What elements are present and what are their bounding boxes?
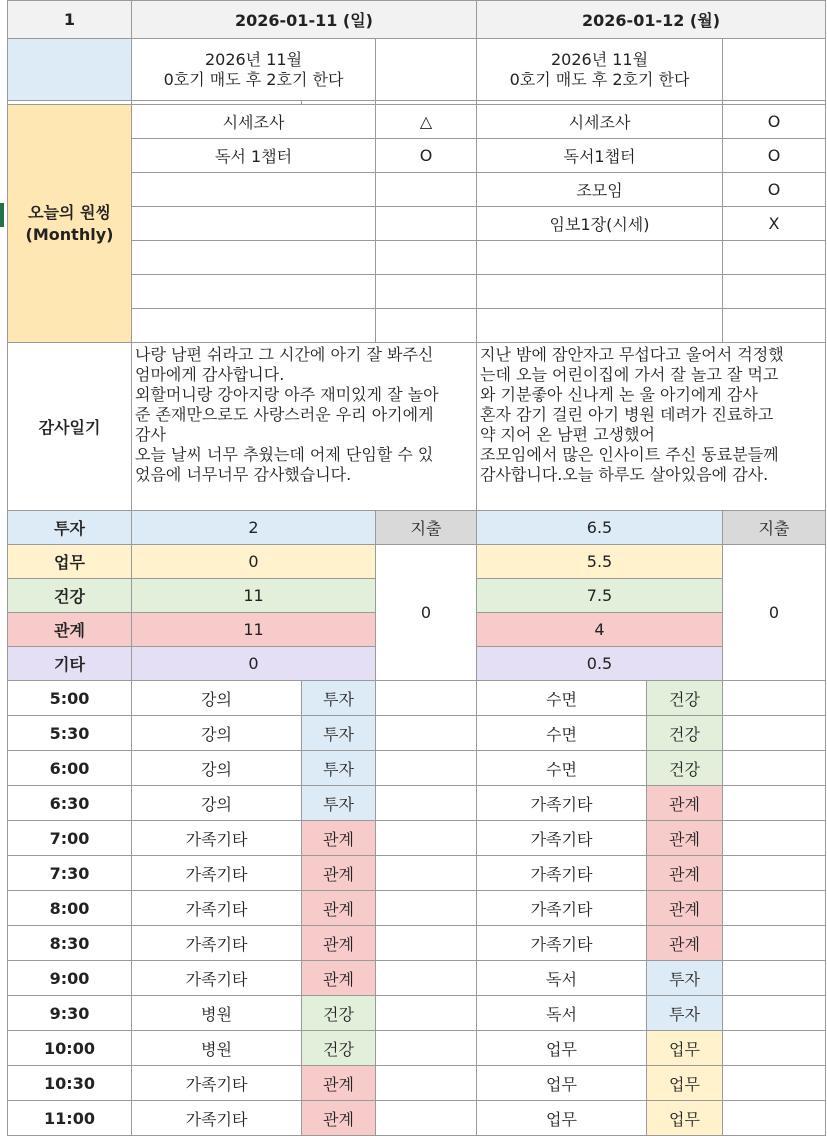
day1-spare-cell[interactable] <box>376 751 477 786</box>
day2-spare-cell[interactable] <box>723 716 826 751</box>
day1-spend-value[interactable]: 0 <box>376 545 477 681</box>
day2-one-thing-task[interactable]: 조모임 <box>477 173 723 207</box>
summary-label-invest[interactable]: 투자 <box>8 511 132 545</box>
day1-summary-value-work[interactable]: 0 <box>132 545 376 579</box>
schedule-row <box>8 1101 826 1136</box>
day2-category-tag[interactable]: 관계 <box>647 786 722 820</box>
day2-summary-value-invest[interactable]: 6.5 <box>477 511 723 545</box>
time-slot[interactable]: 6:30 <box>8 786 132 821</box>
day1-category-tag[interactable]: 투자 <box>302 716 376 751</box>
day2-activity-cell[interactable] <box>477 716 723 751</box>
day2-slot-wrap <box>477 786 722 820</box>
day2-activity-cell[interactable] <box>477 926 723 961</box>
day1-gratitude-text[interactable] <box>132 343 477 511</box>
day2-spare-cell[interactable] <box>723 821 826 856</box>
day1-spare-cell[interactable] <box>376 1031 477 1066</box>
day2-activity[interactable]: 업무 <box>477 1031 647 1065</box>
day2-activity[interactable]: 업무 <box>477 1066 647 1100</box>
day2-activity-cell[interactable] <box>477 751 723 786</box>
day1-category-tag[interactable]: 투자 <box>302 786 376 821</box>
day1-one-thing-mark[interactable] <box>376 207 477 241</box>
day1-date-header[interactable]: 2026-01-11 (일) <box>132 1 477 39</box>
day1-category-tag[interactable]: 관계 <box>302 821 376 856</box>
day2-category-tag[interactable]: 건강 <box>647 681 722 715</box>
time-slot[interactable]: 9:00 <box>8 961 132 996</box>
day1-spare-cell[interactable] <box>376 996 477 1031</box>
day2-activity[interactable]: 수면 <box>477 681 647 715</box>
summary-row-work <box>8 545 826 579</box>
day2-activity[interactable]: 수면 <box>477 716 647 750</box>
time-slot[interactable]: 11:00 <box>8 1101 132 1136</box>
time-slot[interactable]: 10:30 <box>8 1066 132 1101</box>
day2-category-tag[interactable]: 관계 <box>647 891 722 925</box>
day1-activity[interactable]: 가족기타 <box>132 961 302 996</box>
day2-slot-wrap <box>477 926 722 960</box>
day2-activity-cell[interactable] <box>477 786 723 821</box>
day2-category-tag[interactable]: 관계 <box>647 821 722 855</box>
gratitude-line: 약 지어 온 남편 고생했어 <box>480 425 655 444</box>
gratitude-line: 외할머니랑 강아지랑 아주 재미있게 잘 놀아 <box>135 385 439 404</box>
day2-activity-cell[interactable] <box>477 961 723 996</box>
day2-gratitude-text[interactable] <box>477 343 826 511</box>
day2-spare-cell[interactable] <box>723 751 826 786</box>
schedule-row <box>8 891 826 926</box>
day2-summary-value-health[interactable]: 7.5 <box>477 579 723 613</box>
day2-one-thing-task[interactable]: 시세조사 <box>477 105 723 139</box>
schedule-row <box>8 856 826 891</box>
day2-summary-value-work[interactable]: 5.5 <box>477 545 723 579</box>
day2-one-thing-mark[interactable]: X <box>723 207 826 241</box>
schedule-row <box>8 961 826 996</box>
day1-category-tag[interactable]: 투자 <box>302 681 376 716</box>
schedule-row <box>8 786 826 821</box>
day2-slot-wrap <box>477 821 722 855</box>
one-thing-row <box>8 105 826 139</box>
time-slot[interactable]: 7:00 <box>8 821 132 856</box>
day2-activity[interactable]: 독서 <box>477 996 647 1030</box>
schedule-row <box>8 1066 826 1101</box>
day1-one-thing-mark[interactable]: △ <box>376 105 477 139</box>
gratitude-line: 나랑 남편 쉬라고 그 시간에 아기 잘 봐주신 <box>135 345 434 364</box>
row-number-cell[interactable]: 1 <box>8 1 132 39</box>
time-slot[interactable]: 7:30 <box>8 856 132 891</box>
schedule-row <box>8 681 826 716</box>
day2-spare-cell[interactable] <box>723 786 826 821</box>
day2-one-thing-mark[interactable] <box>723 309 826 343</box>
day2-category-tag[interactable]: 투자 <box>647 996 722 1030</box>
day2-slot-wrap <box>477 681 722 715</box>
day2-spare-cell[interactable] <box>723 681 826 716</box>
day2-activity-cell[interactable] <box>477 1066 723 1101</box>
day2-spare-cell[interactable] <box>723 996 826 1031</box>
planner-sheet <box>7 0 826 1136</box>
time-slot[interactable]: 8:00 <box>8 891 132 926</box>
day2-slot-wrap <box>477 1101 722 1135</box>
day1-spare-cell[interactable] <box>376 856 477 891</box>
day1-one-thing-mark[interactable] <box>376 275 477 309</box>
day1-activity[interactable]: 강의 <box>132 751 302 786</box>
day1-spare-cell[interactable] <box>376 1101 477 1136</box>
day1-activity[interactable]: 병원 <box>132 996 302 1031</box>
day2-slot-wrap <box>477 856 722 890</box>
gratitude-line: 는데 오늘 어린이집에 가서 잘 놀고 잘 먹고 <box>480 365 779 384</box>
day2-activity-cell[interactable] <box>477 996 723 1031</box>
day1-one-thing-mark[interactable] <box>376 173 477 207</box>
day1-spare-cell[interactable] <box>376 786 477 821</box>
gratitude-line: 혼자 감기 걸린 아기 병원 데려가 진료하고 <box>480 405 774 424</box>
day2-activity[interactable]: 가족기타 <box>477 821 647 855</box>
day2-spare-cell[interactable] <box>723 961 826 996</box>
day1-activity[interactable]: 강의 <box>132 786 302 821</box>
day1-one-thing-mark[interactable] <box>376 309 477 343</box>
day2-activity[interactable]: 독서 <box>477 961 647 995</box>
day2-activity-cell[interactable] <box>477 1101 723 1136</box>
day2-slot-wrap <box>477 716 722 750</box>
day2-summary-value-other[interactable]: 0.5 <box>477 647 723 681</box>
day1-spare-cell[interactable] <box>376 681 477 716</box>
day2-spare-cell[interactable] <box>723 926 826 961</box>
day2-slot-wrap <box>477 996 722 1030</box>
day1-summary-value-invest[interactable]: 2 <box>132 511 376 545</box>
schedule-row <box>8 1031 826 1066</box>
day1-spare-cell[interactable] <box>376 926 477 961</box>
day1-one-thing-task[interactable]: 시세조사 <box>132 105 376 139</box>
day2-one-thing-task[interactable]: 독서1챕터 <box>477 139 723 173</box>
time-slot[interactable]: 10:00 <box>8 1031 132 1066</box>
day1-category-tag[interactable]: 관계 <box>302 961 376 996</box>
day1-one-thing-task[interactable] <box>132 241 376 275</box>
day2-date-header[interactable]: 2026-01-12 (월) <box>477 1 826 39</box>
schedule-row <box>8 926 826 961</box>
day1-category-tag[interactable]: 투자 <box>302 751 376 786</box>
day1-activity[interactable]: 가족기타 <box>132 821 302 856</box>
gratitude-label[interactable]: 감사일기 <box>8 343 132 511</box>
summary-row-invest <box>8 511 826 545</box>
day1-spare-cell[interactable] <box>376 961 477 996</box>
day1-spend-header[interactable]: 지출 <box>376 511 477 545</box>
day2-category-tag[interactable]: 관계 <box>647 856 722 890</box>
day1-one-thing-task[interactable] <box>132 275 376 309</box>
day2-category-tag[interactable]: 투자 <box>647 961 722 995</box>
day2-one-thing-task[interactable] <box>477 241 723 275</box>
day2-slot-wrap <box>477 891 722 925</box>
day1-goal-side-cell[interactable] <box>376 39 477 101</box>
schedule-row <box>8 996 826 1031</box>
time-slot[interactable]: 5:00 <box>8 681 132 716</box>
time-slot[interactable]: 8:30 <box>8 926 132 961</box>
gratitude-line: 엄마에게 감사합니다. <box>135 365 285 384</box>
day2-spare-cell[interactable] <box>723 1101 826 1136</box>
day2-category-tag[interactable]: 건강 <box>647 716 722 750</box>
day2-activity[interactable]: 수면 <box>477 751 647 785</box>
day1-activity[interactable]: 강의 <box>132 716 302 751</box>
day2-one-thing-mark[interactable]: O <box>723 139 826 173</box>
gratitude-line: 조모임에서 많은 인사이트 주신 동료분들께 <box>480 445 779 464</box>
day2-activity-cell[interactable] <box>477 821 723 856</box>
day2-activity[interactable]: 가족기타 <box>477 856 647 890</box>
day2-activity[interactable]: 가족기타 <box>477 926 647 960</box>
day2-one-thing-mark[interactable]: O <box>723 105 826 139</box>
day1-one-thing-mark[interactable]: O <box>376 139 477 173</box>
day2-spend-header[interactable]: 지출 <box>723 511 826 545</box>
day1-spare-cell[interactable] <box>376 821 477 856</box>
one-thing-label[interactable]: 오늘의 원씽 (Monthly) <box>8 105 132 343</box>
day1-one-thing-task[interactable] <box>132 173 376 207</box>
day2-activity[interactable]: 업무 <box>477 1101 647 1135</box>
day1-spare-cell[interactable] <box>376 891 477 926</box>
day2-activity[interactable]: 가족기타 <box>477 786 647 820</box>
gratitude-line: 지난 밤에 잠안자고 무섭다고 울어서 걱정했 <box>480 345 784 364</box>
goal-label-cell[interactable] <box>8 39 132 101</box>
day2-summary-value-relation[interactable]: 4 <box>477 613 723 647</box>
day2-category-tag[interactable]: 업무 <box>647 1066 722 1100</box>
day2-activity-cell[interactable] <box>477 856 723 891</box>
day2-spare-cell[interactable] <box>723 856 826 891</box>
day1-category-tag[interactable]: 관계 <box>302 1101 376 1136</box>
gratitude-line: 오늘 날씨 너무 추웠는데 어제 단임할 수 있 <box>135 445 434 464</box>
day1-spare-cell[interactable] <box>376 1066 477 1101</box>
day2-category-tag[interactable]: 관계 <box>647 926 722 960</box>
day2-slot-wrap <box>477 751 722 785</box>
gratitude-line: 감사 <box>135 425 166 444</box>
day2-one-thing-mark[interactable] <box>723 241 826 275</box>
day1-category-tag[interactable]: 건강 <box>302 996 376 1031</box>
day2-one-thing-task[interactable] <box>477 309 723 343</box>
day1-category-tag[interactable]: 관계 <box>302 856 376 891</box>
day1-one-thing-mark[interactable] <box>376 241 477 275</box>
day2-category-tag[interactable]: 업무 <box>647 1031 722 1065</box>
date-header-row <box>8 1 826 39</box>
day1-activity[interactable]: 병원 <box>132 1031 302 1066</box>
day2-activity-cell[interactable] <box>477 891 723 926</box>
schedule-row <box>8 821 826 856</box>
schedule-row <box>8 716 826 751</box>
day2-activity[interactable]: 가족기타 <box>477 891 647 925</box>
day1-spare-cell[interactable] <box>376 716 477 751</box>
day2-activity-cell[interactable] <box>477 681 723 716</box>
gratitude-line: 준 존재만으로도 사랑스러운 우리 아기에게 <box>135 405 434 424</box>
day1-summary-value-relation[interactable]: 11 <box>132 613 376 647</box>
day2-slot-wrap <box>477 1066 722 1100</box>
summary-label-relation[interactable]: 관계 <box>8 613 132 647</box>
time-slot[interactable]: 9:30 <box>8 996 132 1031</box>
day2-activity-cell[interactable] <box>477 1031 723 1066</box>
day1-activity[interactable]: 가족기타 <box>132 891 302 926</box>
day1-summary-value-other[interactable]: 0 <box>132 647 376 681</box>
day1-summary-value-health[interactable]: 11 <box>132 579 376 613</box>
day2-spare-cell[interactable] <box>723 891 826 926</box>
day2-category-tag[interactable]: 건강 <box>647 751 722 785</box>
sheet-body <box>8 1 826 1136</box>
day1-one-thing-task[interactable] <box>132 309 376 343</box>
day1-activity[interactable]: 가족기타 <box>132 926 302 961</box>
summary-label-work[interactable]: 업무 <box>8 545 132 579</box>
day2-category-tag[interactable]: 업무 <box>647 1101 722 1135</box>
gratitude-line: 감사합니다.오늘 하루도 살아있음에 감사. <box>480 465 769 484</box>
day1-category-tag[interactable]: 건강 <box>302 1031 376 1066</box>
schedule-row <box>8 751 826 786</box>
day2-one-thing-task[interactable] <box>477 275 723 309</box>
day2-spare-cell[interactable] <box>723 1066 826 1101</box>
time-slot[interactable]: 6:00 <box>8 751 132 786</box>
day2-slot-wrap <box>477 961 722 995</box>
day2-spend-value[interactable]: 0 <box>723 545 826 681</box>
day2-one-thing-task[interactable]: 임보1장(시세) <box>477 207 723 241</box>
day2-goal-side-cell[interactable] <box>723 39 826 101</box>
day1-category-tag[interactable]: 관계 <box>302 891 376 926</box>
day1-goal-cell[interactable]: 2026년 11월 0호기 매도 후 2호기 한다 <box>132 39 376 101</box>
gratitude-line: 었음에 너무너무 감사했습니다. <box>135 465 352 484</box>
summary-label-other[interactable]: 기타 <box>8 647 132 681</box>
day2-one-thing-mark[interactable] <box>723 275 826 309</box>
day1-one-thing-task[interactable] <box>132 207 376 241</box>
day2-slot-wrap <box>477 1031 722 1065</box>
time-slot[interactable]: 5:30 <box>8 716 132 751</box>
day1-activity[interactable]: 강의 <box>132 681 302 716</box>
summary-label-health[interactable]: 건강 <box>8 579 132 613</box>
goal-row <box>8 39 826 101</box>
day2-one-thing-mark[interactable]: O <box>723 173 826 207</box>
day1-one-thing-task[interactable]: 독서 1챕터 <box>132 139 376 173</box>
day1-activity[interactable]: 가족기타 <box>132 856 302 891</box>
day2-spare-cell[interactable] <box>723 1031 826 1066</box>
day1-activity[interactable]: 가족기타 <box>132 1066 302 1101</box>
day2-goal-cell[interactable]: 2026년 11월 0호기 매도 후 2호기 한다 <box>477 39 723 101</box>
gratitude-line: 와 기분좋아 신나게 논 울 아기에게 감사 <box>480 385 758 404</box>
gratitude-row <box>8 343 826 511</box>
day1-activity[interactable]: 가족기타 <box>132 1101 302 1136</box>
day1-category-tag[interactable]: 관계 <box>302 926 376 961</box>
selection-edge-marker <box>0 203 4 227</box>
day1-category-tag[interactable]: 관계 <box>302 1066 376 1101</box>
